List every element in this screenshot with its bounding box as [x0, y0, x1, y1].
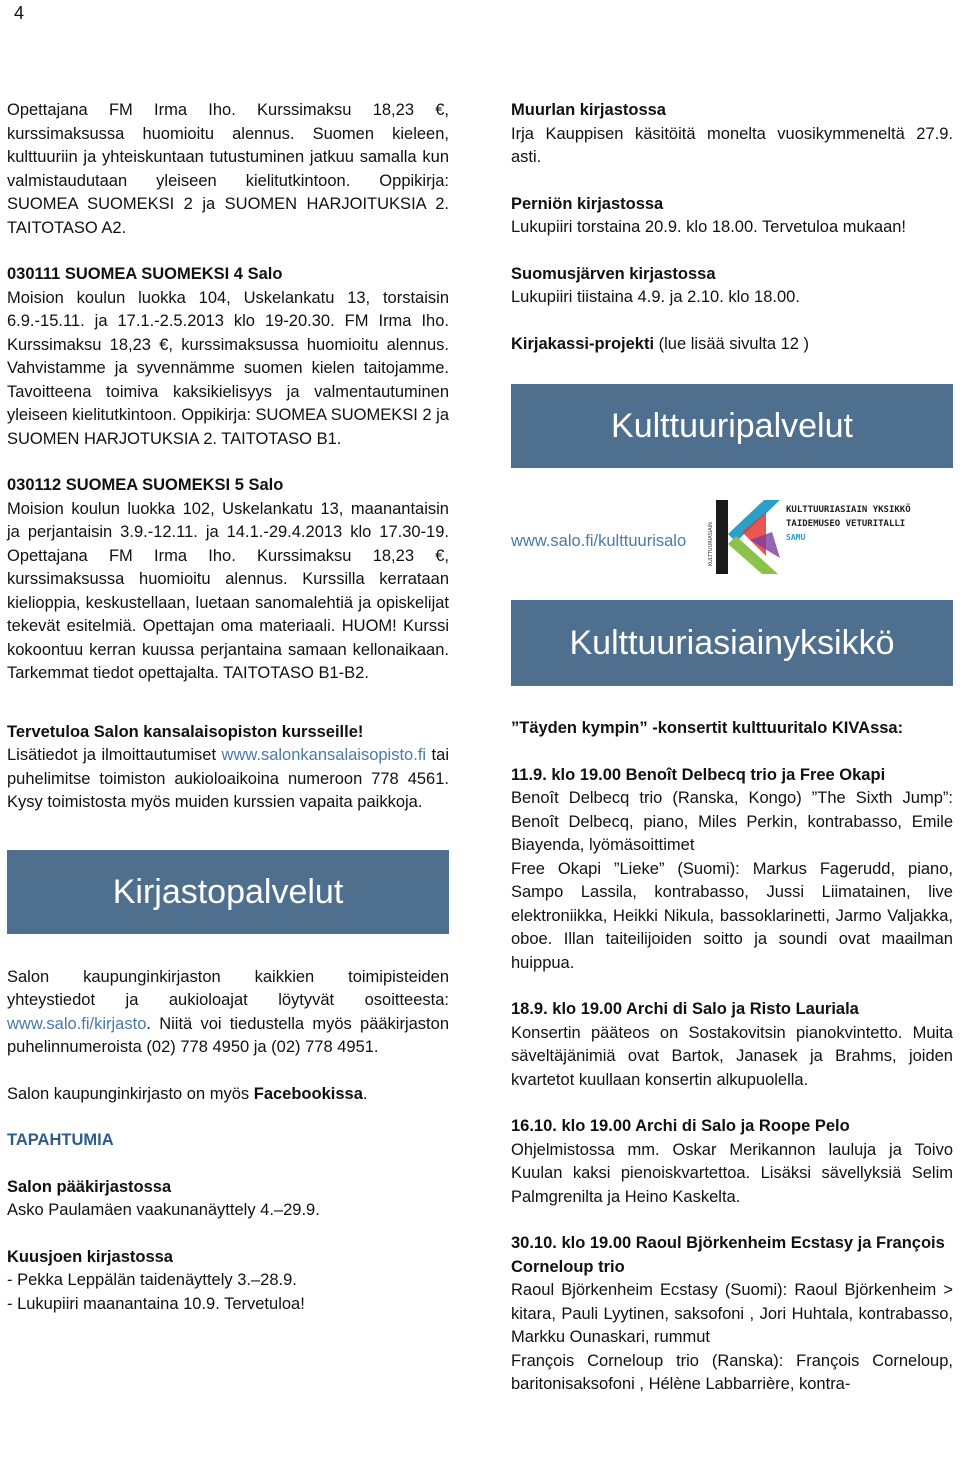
- logo-text-3: SAMU: [786, 533, 806, 542]
- welcome-text: [7, 744, 449, 815]
- event-paakirjasto: [7, 1176, 449, 1223]
- concert-3: [511, 1115, 953, 1209]
- course-030112: [7, 474, 449, 686]
- kulttuurisalo-link[interactable]: www.salo.fi/kulttuurisalo: [511, 532, 687, 550]
- event-body: Lukupiiri tiistaina 4.9. ja 2.10. klo 18.00.: [511, 288, 800, 306]
- concert-2: [511, 998, 953, 1092]
- welcome-pre: Lisätiedot ja ilmoittautumiset: [7, 746, 222, 764]
- course-title: 030111 SUOMEA SUOMEKSI 4 Salo: [7, 265, 283, 283]
- banner-kirjastopalvelut: [7, 850, 449, 934]
- welcome-title: Tervetuloa Salon kansalaisopiston kursseille!: [7, 722, 364, 741]
- event-title: Suomusjärven kirjastossa: [511, 264, 716, 283]
- tapahtumia-heading: TAPAHTUMIA: [7, 1131, 114, 1149]
- event-title: Perniön kirjastossa: [511, 194, 664, 213]
- banner-kulttuuriasiainyksikko: [511, 600, 953, 686]
- library-info-text: [7, 966, 449, 1060]
- event-title: Muurlan kirjastossa: [511, 101, 666, 119]
- library-info-post: . Niitä voi tiedustella myös pääkirjaston puhelinnumeroista (02) 778 4950 ja (02) 778 4951.: [7, 1014, 449, 1056]
- event-pernio: [511, 193, 953, 240]
- welcome-section: [7, 721, 449, 815]
- banner-kulttuuripalvelut: [511, 384, 953, 468]
- concert-body: François Corneloup trio (Ranska): François Corneloup, baritonisaksofoni , Hélène Labbarrière, kontra-: [511, 1351, 953, 1393]
- concert-body: Raoul Björkenheim Ecstasy (Suomi): Raoul Björkenheim > kitara, Pauli Lyytinen, saksofoni , Jori Huhtala, kontrabasso, Markku Ounaskari, rummut: [511, 1281, 953, 1346]
- samu-logo: [706, 496, 955, 578]
- course-intro-text: Opettajana FM Irma Iho. Kurssimaksu 18,23 €, kurssimaksussa huomioitu alennus. Suomen kieleen, kulttuuriin ja yhteiskuntaan tutustuminen jatkuu samalla kun valmistaudutaan yleiseen kielitutkintoon. Oppikirja: SUOMEA SUOMEKSI 2 ja SUOMEN HARJOITUKSIA 2. TAITOTASO A2.: [7, 101, 449, 237]
- event-muurla: [511, 99, 953, 170]
- concert-body: Benoît Delbecq trio (Ranska, Kongo) ”The Sixth Jump”: Benoît Delbecq, piano, Miles Perkin, kontrabasso, Emile Biayenda, lyömäsoittimet: [511, 789, 953, 854]
- course-description: Moision koulun luokka 102, Uskelankatu 13, maanantaisin ja perjantaisin 3.9.-12.11. ja 14.1.-29.4.2013 klo 17.30-19. Opettajana FM Irma Iho. Kurssimaksu 18,23 €, kurssimaksussa huomioitu alennus. Kurssilla kerrataan kielioppia, keskustellaan, luetaan sanomalehtiä ja opiskelijat tekevät esitelmiä. Opettajan oma materiaali. HUOM! Kurssi kokoontuu kerran kuussa perjantaina samaan kellonaikaan. Tarkemmat tiedot opettajalta. TAITOTASO B1-B2.: [7, 499, 449, 682]
- concert-body: Free Okapi ”Lieke” (Suomi): Markus Fagerudd, piano, Sampo Lassila, kontrabasso, Jussi Liimatainen, live elektroniikka, Heikki Nikula, bassoklarinetti, Jarmo Valjakka, oboe. Illan taiteilijoiden soitto ja soundi ovat maailman huippua.: [511, 859, 953, 972]
- banner-title: Kulttuuripalvelut: [611, 407, 853, 445]
- logo-side-text: KULTTUURIASIAIN: [708, 522, 714, 566]
- event-line: - Lukupiiri maanantaina 10.9. Tervetuloa!: [7, 1294, 305, 1313]
- concert-title: 16.10. klo 19.00 Archi di Salo ja Roope Pelo: [511, 1117, 850, 1135]
- kirjakassi-bold: Kirjakassi-projekti: [511, 334, 655, 353]
- kirjakassi-text: [511, 333, 953, 357]
- page-number: 4: [14, 3, 25, 23]
- concert-4: [511, 1232, 953, 1397]
- facebook-text: [7, 1083, 449, 1107]
- event-body: Irja Kauppisen käsitöitä monelta vuosikymmeneltä 27.9. asti.: [511, 124, 953, 166]
- facebook-bold: Facebookissa: [253, 1084, 363, 1103]
- kansalaisopisto-link[interactable]: www.salonkansalaisopisto.fi: [221, 746, 427, 764]
- concert-1: [511, 764, 953, 976]
- course-030111: [7, 263, 449, 451]
- facebook-post: .: [362, 1084, 368, 1103]
- welcome-post: tai puhelimitse toimiston aukioloaikoina numeroon 778 4561. Kysy toimistosta myös muiden kurssien vapaita paikkoja.: [7, 746, 449, 811]
- facebook-pre: Salon kaupunginkirjasto on myös: [7, 1084, 254, 1103]
- event-suomusjarvi: [511, 263, 953, 310]
- concert-body: Konsertin pääteos on Sostakovitsin pianokvintetto. Muita säveltäjänimiä ovat Bartok, Janasek ja Brahms, joiden kvartetot kuullaan konsertin alkupuolella.: [511, 1023, 953, 1089]
- banner-title: Kirjastopalvelut: [112, 872, 344, 911]
- kulttuuri-link-row: [511, 504, 953, 578]
- event-title: Salon pääkirjastossa: [7, 1177, 172, 1196]
- logo-text-2: TAIDEMUSEO VETURITALLI: [786, 519, 906, 529]
- event-line: - Pekka Leppälän taidenäyttely 3.–28.9.: [7, 1271, 297, 1289]
- banner-title: Kulttuuriasiainyksikkö: [569, 624, 895, 662]
- library-info-pre: Salon kaupunginkirjaston kaikkien toimipisteiden yhteystiedot ja aukioloajat löytyvät osoitteesta:: [7, 967, 449, 1009]
- event-title: Kuusjoen kirjastossa: [7, 1247, 173, 1266]
- kirjasto-link[interactable]: www.salo.fi/kirjasto: [7, 1014, 147, 1033]
- concert-title: 30.10. klo 19.00 Raoul Björkenheim Ecstasy ja François Corneloup trio: [511, 1234, 945, 1276]
- concert-title: 18.9. klo 19.00 Archi di Salo ja Risto Lauriala: [511, 1000, 859, 1018]
- event-kuusjoki: [7, 1246, 449, 1317]
- event-body: Lukupiiri torstaina 20.9. klo 18.00. Tervetuloa mukaan!: [511, 218, 907, 236]
- logo-text-1: KULTTUURIASIAIN YKSIKKÖ: [786, 505, 911, 515]
- concert-title: 11.9. klo 19.00 Benoît Delbecq trio ja Free Okapi: [511, 765, 886, 784]
- samu-logo-graphic: [706, 496, 955, 578]
- right-column: [511, 99, 953, 1397]
- course-title: 030112 SUOMEA SUOMEKSI 5 Salo: [7, 476, 284, 494]
- konsertit-heading: ”Täyden kympin” -konsertit kulttuuritalo KIVAssa:: [511, 719, 904, 737]
- concert-body: Ohjelmistossa mm. Oskar Merikannon lauluja ja Toivo Kuulan kaksi pienoiskvartettoa. Lisäksi sävellyksiä Selim Palmgrenilta ja Heino Kaskelta.: [511, 1140, 953, 1206]
- kirjakassi-rest: (lue lisää sivulta 12 ): [654, 334, 810, 353]
- course-description: Moision koulun luokka 104, Uskelankatu 13, torstaisin 6.9.-15.11. ja 17.1.-2.5.2013 klo 19-20.30. FM Irma Iho. Kurssimaksu 18,23 €, kurssimaksussa huomioitu alennus. Vahvistamme ja syvennämme suomen kielen taitojamme. Tavoitteena toimiva kaksikielisyys ja valmentautuminen yleiseen kielitutkintoon. Oppikirja: SUOMEA SUOMEKSI 2 ja SUOMEN HARJOTUKSIA 2. TAITOTASO B1.: [7, 288, 450, 448]
- left-column: [7, 99, 449, 1316]
- event-body: Asko Paulamäen vaakunanäyttely 4.–29.9.: [7, 1201, 320, 1219]
